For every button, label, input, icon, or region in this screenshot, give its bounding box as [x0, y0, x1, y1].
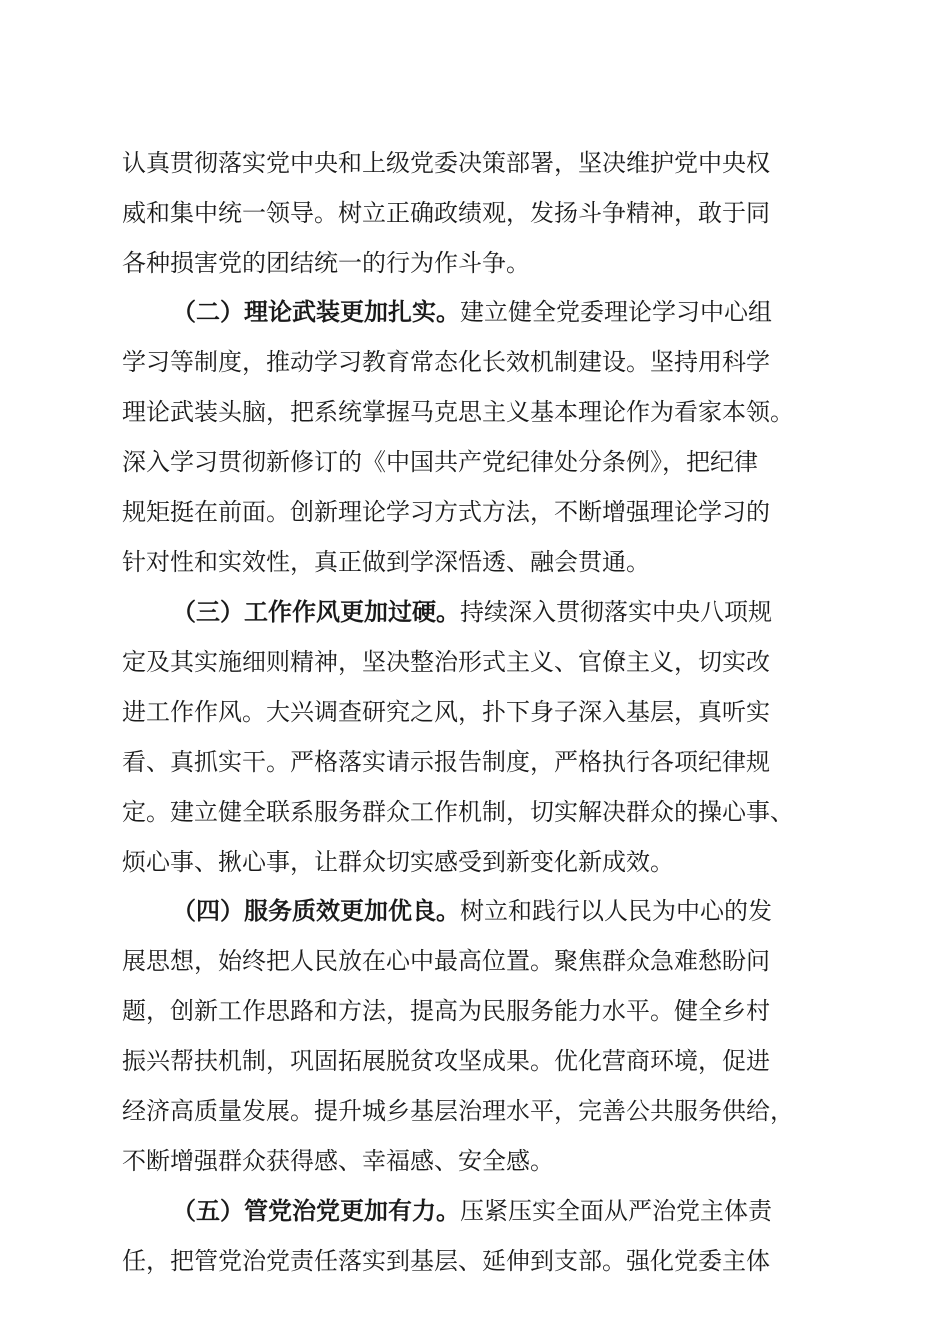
paragraph-line: 看、真抓实干。严格落实请示报告制度，严格执行各项纪律规 [122, 748, 770, 776]
paragraph-line: 理论武装头脑，把系统掌握马克思主义基本理论作为看家本领。 [122, 398, 794, 426]
paragraph-line: 振兴帮扶机制，巩固拓展脱贫攻坚成果。优化营商环境，促进 [122, 1047, 770, 1075]
paragraph-text: 建立健全党委理论学习中心组 [460, 298, 772, 326]
paragraph-line: 进工作作风。大兴调查研究之风，扑下身子深入基层，真听实 [122, 698, 770, 726]
paragraph-first-line [172, 1196, 772, 1226]
section-heading: （五）管党治党更加有力。 [172, 1196, 460, 1225]
paragraph-line: 展思想，始终把人民放在心中最高位置。聚焦群众急难愁盼问 [122, 947, 770, 975]
paragraph-line: 任，把管党治党责任落实到基层、延伸到支部。强化党委主体 [122, 1247, 770, 1275]
paragraph-line: 定及其实施细则精神，坚决整治形式主义、官僚主义，切实改 [122, 648, 770, 676]
paragraph-text: 持续深入贯彻落实中央八项规 [460, 598, 772, 626]
paragraph-line: 威和集中统一领导。树立正确政绩观，发扬斗争精神，敢于同 [122, 199, 770, 227]
paragraph-line: 各种损害党的团结统一的行为作斗争。 [122, 249, 530, 277]
section-heading: （二）理论武装更加扎实。 [172, 297, 460, 326]
section-heading: （三）工作作风更加过硬。 [172, 597, 460, 626]
paragraph-line: 认真贯彻落实党中央和上级党委决策部署，坚决维护党中央权 [122, 149, 770, 177]
section-heading: （四）服务质效更加优良。 [172, 896, 460, 925]
paragraph-line: 不断增强群众获得感、幸福感、安全感。 [122, 1147, 554, 1175]
paragraph-first-line [172, 896, 772, 926]
paragraph-line: 烦心事、揪心事，让群众切实感受到新变化新成效。 [122, 848, 674, 876]
paragraph-line: 经济高质量发展。提升城乡基层治理水平，完善公共服务供给， [122, 1097, 794, 1125]
paragraph-line: 规矩挺在前面。创新理论学习方式方法，不断增强理论学习的 [122, 498, 770, 526]
paragraph-line: 题，创新工作思路和方法，提高为民服务能力水平。健全乡村 [122, 997, 770, 1025]
paragraph-first-line [172, 597, 772, 627]
paragraph-line: 深入学习贯彻新修订的《中国共产党纪律处分条例》，把纪律 [122, 448, 758, 476]
paragraph-line: 针对性和实效性，真正做到学深悟透、融会贯通。 [122, 548, 650, 576]
paragraph-text: 压紧压实全面从严治党主体责 [460, 1197, 772, 1225]
paragraph-text: 树立和践行以人民为中心的发 [460, 897, 772, 925]
paragraph-line: 学习等制度，推动学习教育常态化长效机制建设。坚持用科学 [122, 348, 770, 376]
paragraph-first-line [172, 297, 772, 327]
paragraph-line: 定。建立健全联系服务群众工作机制，切实解决群众的操心事、 [122, 798, 794, 826]
